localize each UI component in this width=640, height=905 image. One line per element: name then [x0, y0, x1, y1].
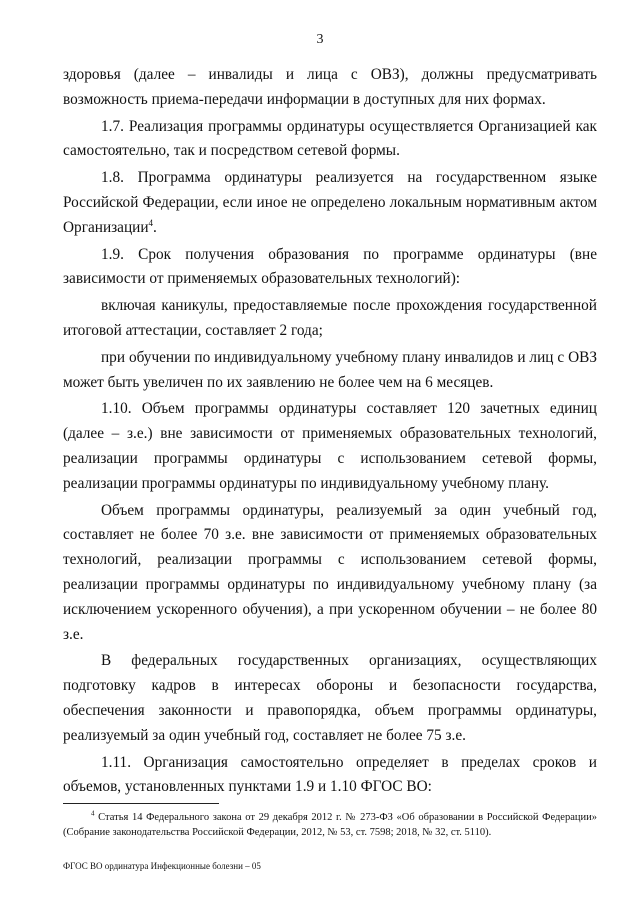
paragraph: 1.7. Реализация программы ординатуры осуществляется Организацией как самостоятельно, так и посредством сетевой формы.: [63, 117, 597, 160]
page-footer: ФГОС ВО ординатура Инфекционные болезни – 05: [63, 861, 261, 871]
paragraph: 1.8. Программа ординатуры реализуется на государственном языке Российской Федерации, если иное не определено локальным нормативным актом Организации$^4$.: [63, 169, 597, 236]
paragraph: 1.9. Срок получения образования по программе ординатуры (вне зависимости от применяемых образовательных технологий):: [63, 245, 597, 288]
footnote-marker: 4: [91, 809, 95, 818]
paragraph: В федеральных государственных организациях, осуществляющих подготовку кадров в интересах обороны и безопасности государства, обеспечения законности и правопорядка, объем программы ординатуры, реализуемый за один учебный год, составляет не более 75 з.е.: [63, 652, 597, 744]
paragraph: Объем программы ординатуры, реализуемый за один учебный год, составляет не более 70 з.е. вне зависимости от применяемых образовательных технологий, реализации программы с использованием сетевой формы, реализации программы ординатуры по индивидуальному учебному плану (за исключением ускоренного обучения), а при ускоренном обучении – не более 80 з.е.: [63, 501, 597, 643]
page-number: 3: [316, 32, 324, 47]
paragraph: 1.10. Объем программы ординатуры составляет 120 зачетных единиц (далее – з.е.) вне зависимости от применяемых образовательных технологий, реализации программы ординатуры с использованием сетевой формы, реализации программы ординатуры по индивидуальному учебному плану.: [63, 400, 597, 492]
footnote: [63, 810, 597, 840]
paragraph: включая каникулы, предоставляемые после прохождения государственной итоговой аттестации, составляет 2 года;: [63, 297, 597, 339]
body-text: [63, 63, 597, 802]
paragraph: при обучении по индивидуальному учебному плану инвалидов и лиц с ОВЗ может быть увеличен по их заявлению не более чем на 6 месяцев.: [63, 348, 597, 391]
footnote-separator: [63, 803, 219, 804]
footnote-ref[interactable]: 4: [148, 217, 154, 228]
footnote-text: Статья 14 Федерального закона от 29 декабря 2012 г. № 273-ФЗ «Об образовании в Российской Федерации» (Собрание законодательства Российской Федерации, 2012, № 53, ст. 7598; 2018, № 32, ст. 5110).: [63, 812, 597, 838]
paragraph: здоровья (далее – инвалиды и лица с ОВЗ), должны предусматривать возможность приема-передачи информации в доступных для них формах.: [63, 66, 597, 108]
paragraph: 1.11. Организация самостоятельно определяет в пределах сроков и объемов, установленных пунктами 1.9 и 1.10 ФГОС ВО:: [63, 753, 597, 796]
